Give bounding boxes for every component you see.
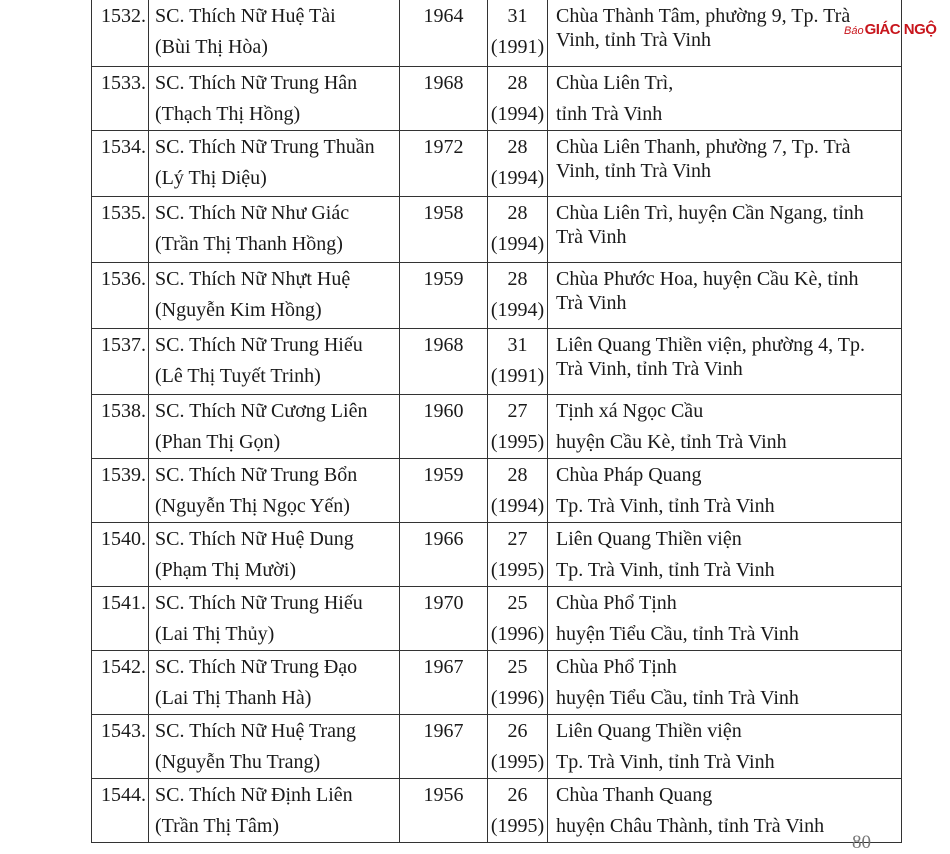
lay-name: (Thạch Thị Hồng) — [155, 103, 301, 125]
entry-number: 1539. — [101, 464, 146, 486]
dharma-name: SC. Thích Nữ Huệ Dung — [155, 528, 354, 550]
entry-number: 1542. — [101, 656, 146, 678]
entry-number: 1543. — [101, 720, 146, 742]
ordination-year: (1991) — [490, 365, 545, 387]
dharma-name: SC. Thích Nữ Trung Hân — [155, 72, 358, 94]
dharma-name: SC. Thích Nữ Trung Thuần — [155, 136, 375, 158]
entry-number-cell — [92, 263, 149, 329]
address-line-1: Chùa Pháp Quang — [556, 464, 702, 486]
ordination-year: (1996) — [490, 687, 545, 709]
birth-year: 1958 — [423, 202, 464, 224]
address-line-2: huyện Cầu Kè, tỉnh Trà Vinh — [556, 431, 787, 453]
entry-number-cell — [92, 329, 149, 395]
address-line-1: Tịnh xá Ngọc Cầu — [556, 400, 704, 422]
table-row — [92, 0, 902, 67]
monastic-roster-table — [91, 0, 902, 843]
birth-year-cell — [400, 651, 488, 715]
address-line-1: Chùa Phổ Tịnh — [556, 656, 677, 678]
lay-name: (Nguyễn Kim Hồng) — [155, 299, 322, 321]
birth-year-cell — [400, 67, 488, 131]
birth-year: 1966 — [423, 528, 464, 550]
entry-number: 1532. — [101, 5, 146, 27]
lay-name: (Nguyễn Thị Ngọc Yến) — [155, 495, 350, 517]
address-line-1: Chùa Liên Trì, — [556, 72, 674, 94]
birth-year-cell — [400, 0, 488, 67]
birth-year-cell — [400, 459, 488, 523]
entry-number: 1538. — [101, 400, 146, 422]
birth-year: 1968 — [423, 72, 464, 94]
ordination-cell — [488, 715, 548, 779]
address-cell — [548, 779, 902, 843]
address-line-1: Chùa Phước Hoa, huyện Cầu Kè, tỉnh — [556, 268, 859, 290]
ordination-age: 28 — [507, 136, 528, 158]
ordination-age: 28 — [507, 464, 528, 486]
address-line-2: Tp. Trà Vinh, tỉnh Trà Vinh — [556, 559, 775, 581]
address-line-1: Liên Quang Thiền viện, phường 4, Tp. — [556, 334, 865, 356]
name-cell — [149, 523, 400, 587]
address-cell — [548, 131, 902, 197]
lay-name: (Trần Thị Thanh Hồng) — [155, 233, 343, 255]
lay-name: (Lê Thị Tuyết Trinh) — [155, 365, 321, 387]
table-row — [92, 779, 902, 843]
ordination-year: (1994) — [490, 299, 545, 321]
ordination-cell — [488, 263, 548, 329]
address-line-1: Chùa Thanh Quang — [556, 784, 713, 806]
name-cell — [149, 587, 400, 651]
address-cell — [548, 0, 902, 67]
dharma-name: SC. Thích Nữ Trung Đạo — [155, 656, 358, 678]
dharma-name: SC. Thích Nữ Trung Hiếu — [155, 592, 363, 614]
address-cell — [548, 523, 902, 587]
address-line-2: Trà Vinh — [556, 226, 627, 248]
name-cell — [149, 651, 400, 715]
table-row — [92, 715, 902, 779]
ordination-age: 25 — [507, 592, 528, 614]
lay-name: (Lý Thị Diệu) — [155, 167, 267, 189]
ordination-cell — [488, 651, 548, 715]
ordination-year: (1994) — [490, 495, 545, 517]
table-row — [92, 587, 902, 651]
table-row — [92, 67, 902, 131]
name-cell — [149, 715, 400, 779]
birth-year: 1972 — [423, 136, 464, 158]
address-line-2: huyện Tiểu Cầu, tỉnh Trà Vinh — [556, 687, 799, 709]
lay-name: (Phạm Thị Mười) — [155, 559, 297, 581]
ordination-year: (1995) — [490, 431, 545, 453]
birth-year-cell — [400, 263, 488, 329]
lay-name: (Nguyễn Thu Trang) — [155, 751, 321, 773]
ordination-cell — [488, 587, 548, 651]
entry-number-cell — [92, 651, 149, 715]
name-cell — [149, 329, 400, 395]
dharma-name: SC. Thích Nữ Huệ Trang — [155, 720, 357, 742]
entry-number-cell — [92, 779, 149, 843]
birth-year-cell — [400, 715, 488, 779]
address-line-2: huyện Tiểu Cầu, tỉnh Trà Vinh — [556, 623, 799, 645]
ordination-year: (1996) — [490, 623, 545, 645]
watermark-brand: GIÁC NGỘ — [864, 21, 937, 38]
dharma-name: SC. Thích Nữ Như Giác — [155, 202, 350, 224]
ordination-year: (1995) — [490, 559, 545, 581]
ordination-age: 31 — [507, 334, 528, 356]
birth-year-cell — [400, 197, 488, 263]
address-cell — [548, 263, 902, 329]
address-line-2: Trà Vinh — [556, 292, 627, 314]
table-row — [92, 329, 902, 395]
entry-number: 1533. — [101, 72, 146, 94]
page-number: 80 — [852, 832, 871, 853]
ordination-year: (1994) — [490, 103, 545, 125]
table-row — [92, 197, 902, 263]
address-line-2: Vinh, tỉnh Trà Vinh — [556, 29, 712, 51]
ordination-age: 25 — [507, 656, 528, 678]
ordination-cell — [488, 329, 548, 395]
name-cell — [149, 779, 400, 843]
address-line-1: Chùa Phổ Tịnh — [556, 592, 677, 614]
entry-number: 1534. — [101, 136, 146, 158]
birth-year-cell — [400, 395, 488, 459]
entry-number: 1541. — [101, 592, 146, 614]
entry-number: 1540. — [101, 528, 146, 550]
dharma-name: SC. Thích Nữ Nhựt Huệ — [155, 268, 351, 290]
address-cell — [548, 395, 902, 459]
address-cell — [548, 587, 902, 651]
ordination-year: (1994) — [490, 167, 545, 189]
entry-number-cell — [92, 131, 149, 197]
address-line-1: Liên Quang Thiền viện — [556, 528, 742, 550]
ordination-cell — [488, 67, 548, 131]
entry-number-cell — [92, 197, 149, 263]
table-row — [92, 131, 902, 197]
entry-number: 1536. — [101, 268, 146, 290]
table-row — [92, 651, 902, 715]
name-cell — [149, 67, 400, 131]
ordination-cell — [488, 459, 548, 523]
dharma-name: SC. Thích Nữ Trung Bổn — [155, 464, 358, 486]
ordination-age: 28 — [507, 268, 528, 290]
birth-year: 1960 — [423, 400, 464, 422]
ordination-year: (1994) — [490, 233, 545, 255]
ordination-year: (1995) — [490, 815, 545, 837]
table-row — [92, 263, 902, 329]
entry-number-cell — [92, 523, 149, 587]
lay-name: (Trần Thị Tâm) — [155, 815, 280, 837]
ordination-age: 28 — [507, 72, 528, 94]
name-cell — [149, 395, 400, 459]
entry-number-cell — [92, 0, 149, 67]
birth-year: 1968 — [423, 334, 464, 356]
entry-number-cell — [92, 715, 149, 779]
birth-year-cell — [400, 523, 488, 587]
address-cell — [548, 459, 902, 523]
entry-number: 1544. — [101, 784, 146, 806]
ordination-age: 27 — [507, 528, 528, 550]
address-cell — [548, 67, 902, 131]
address-line-1: Chùa Thành Tâm, phường 9, Tp. Trà — [556, 5, 851, 27]
dharma-name: SC. Thích Nữ Định Liên — [155, 784, 353, 806]
address-line-1: Chùa Liên Thanh, phường 7, Tp. Trà — [556, 136, 851, 158]
birth-year-cell — [400, 587, 488, 651]
birth-year: 1967 — [423, 656, 464, 678]
lay-name: (Phan Thị Gọn) — [155, 431, 281, 453]
ordination-age: 27 — [507, 400, 528, 422]
ordination-age: 31 — [507, 5, 528, 27]
entry-number: 1535. — [101, 202, 146, 224]
birth-year: 1964 — [423, 5, 464, 27]
lay-name: (Lai Thị Thủy) — [155, 623, 275, 645]
ordination-cell — [488, 131, 548, 197]
name-cell — [149, 131, 400, 197]
lay-name: (Bùi Thị Hòa) — [155, 36, 268, 58]
address-line-2: huyện Châu Thành, tỉnh Trà Vinh — [556, 815, 825, 837]
address-line-1: Chùa Liên Trì, huyện Cần Ngang, tỉnh — [556, 202, 864, 224]
ordination-cell — [488, 0, 548, 67]
dharma-name: SC. Thích Nữ Trung Hiếu — [155, 334, 363, 356]
ordination-cell — [488, 395, 548, 459]
birth-year-cell — [400, 779, 488, 843]
birth-year-cell — [400, 329, 488, 395]
lay-name: (Lai Thị Thanh Hà) — [155, 687, 312, 709]
ordination-age: 26 — [507, 784, 528, 806]
address-cell — [548, 651, 902, 715]
entry-number-cell — [92, 395, 149, 459]
entry-number-cell — [92, 587, 149, 651]
entry-number: 1537. — [101, 334, 146, 356]
watermark-prefix: Báo — [844, 25, 864, 37]
table-row — [92, 395, 902, 459]
ordination-year: (1995) — [490, 751, 545, 773]
address-line-2: Tp. Trà Vinh, tỉnh Trà Vinh — [556, 751, 775, 773]
address-line-2: Tp. Trà Vinh, tỉnh Trà Vinh — [556, 495, 775, 517]
dharma-name: SC. Thích Nữ Cương Liên — [155, 400, 368, 422]
birth-year: 1970 — [423, 592, 464, 614]
address-cell — [548, 329, 902, 395]
birth-year: 1967 — [423, 720, 464, 742]
ordination-cell — [488, 197, 548, 263]
birth-year: 1956 — [423, 784, 464, 806]
ordination-age: 28 — [507, 202, 528, 224]
address-cell — [548, 197, 902, 263]
address-line-2: Vinh, tỉnh Trà Vinh — [556, 160, 712, 182]
address-line-2: tỉnh Trà Vinh — [556, 103, 663, 125]
entry-number-cell — [92, 67, 149, 131]
address-line-2: Trà Vinh, tỉnh Trà Vinh — [556, 358, 743, 380]
name-cell — [149, 197, 400, 263]
ordination-age: 26 — [507, 720, 528, 742]
table-row — [92, 459, 902, 523]
birth-year: 1959 — [423, 464, 464, 486]
address-cell — [548, 715, 902, 779]
name-cell — [149, 459, 400, 523]
table-row — [92, 523, 902, 587]
ordination-cell — [488, 523, 548, 587]
birth-year-cell — [400, 131, 488, 197]
entry-number-cell — [92, 459, 149, 523]
address-line-1: Liên Quang Thiền viện — [556, 720, 742, 742]
name-cell — [149, 0, 400, 67]
ordination-cell — [488, 779, 548, 843]
ordination-year: (1991) — [490, 36, 545, 58]
dharma-name: SC. Thích Nữ Huệ Tài — [155, 5, 336, 27]
name-cell — [149, 263, 400, 329]
birth-year: 1959 — [423, 268, 464, 290]
